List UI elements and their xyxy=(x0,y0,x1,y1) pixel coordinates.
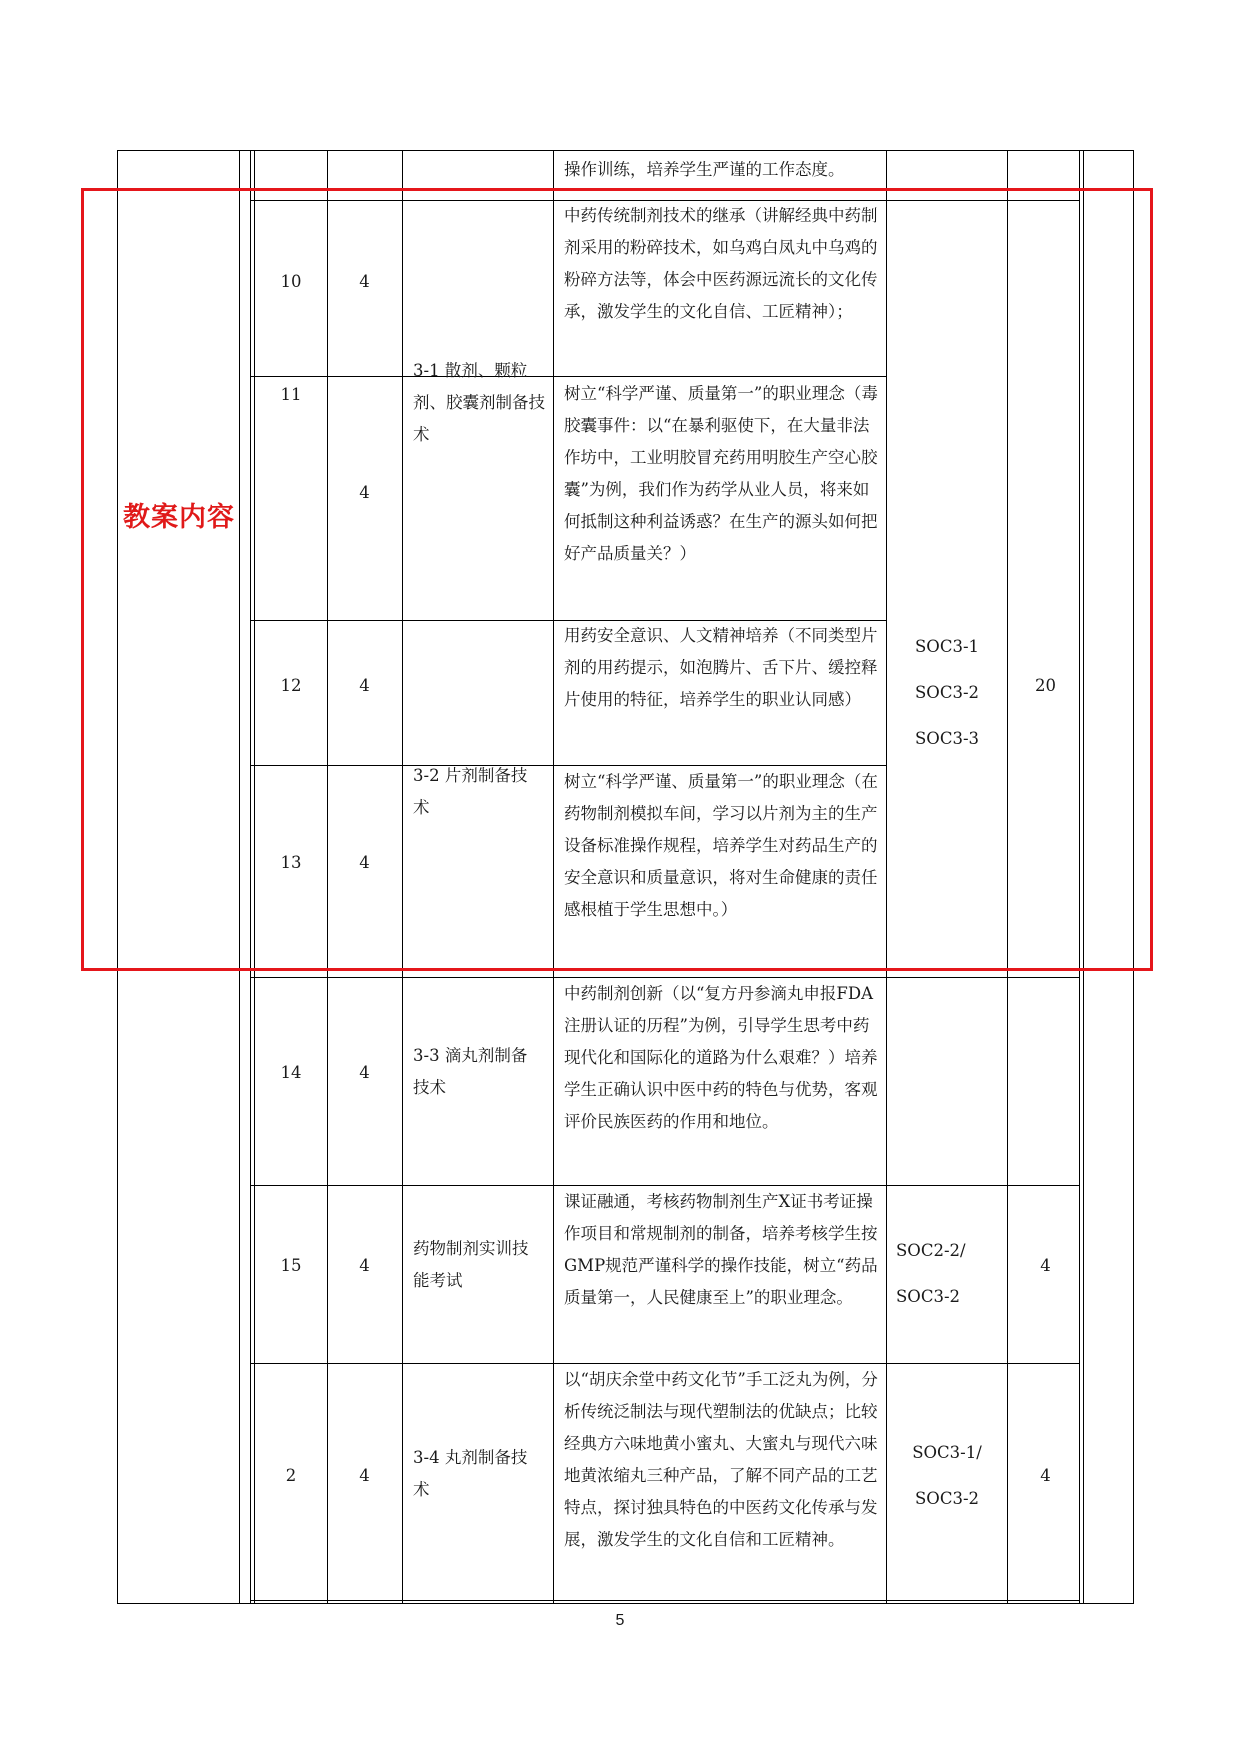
topic-3-3: 3-3 滴丸剂制备技术 xyxy=(413,1046,528,1097)
topic-3-1: 3-1 散剂、颗粒剂、胶囊剂制备技术 xyxy=(413,361,545,444)
session-content: 课证融通，考核药物制剂生产X证书考证操作项目和常规制剂的制备，培养考核学生按GMP规范严谨科学的操作技能，树立“药品质量第一，人民健康至上”的职业理念。 xyxy=(564,1192,878,1307)
page-number: 5 xyxy=(615,1612,625,1629)
outcome-code: SOC2-2/ xyxy=(896,1241,966,1260)
session-content: 以“胡庆余堂中药文化节”手工泛丸为例，分析传统泛制法与现代塑制法的优缺点；比较经典方六味地黄小蜜丸、大蜜丸与现代六味地黄浓缩丸三种产品，了解不同产品的工艺特点，探讨独具特色的中医药文化传承与发展，激发学生的文化自信和工匠精神。 xyxy=(564,1370,878,1549)
outcome-code: SOC3-2 xyxy=(914,1489,980,1508)
session-hours: 4 xyxy=(359,1256,370,1275)
session-hours: 4 xyxy=(359,676,370,695)
session-no: 12 xyxy=(280,676,302,695)
credit-value: 20 xyxy=(1035,676,1056,695)
credit-value: 4 xyxy=(1040,1256,1051,1275)
session-hours: 4 xyxy=(359,272,370,291)
session-content: 树立“科学严谨、质量第一”的职业理念（毒胶囊事件：以“在暴利驱使下，在大量非法作坊中，工业明胶冒充药用明胶生产空心胶囊”为例，我们作为药学从业人员，将来如何抵制这种利益诱惑？在生产的源头如何把好产品质量关？） xyxy=(564,384,878,563)
session-no: 2 xyxy=(285,1466,297,1485)
session-no: 11 xyxy=(280,385,302,404)
session-no: 14 xyxy=(280,1063,302,1082)
session-hours: 4 xyxy=(359,853,370,872)
session-content: 中药制剂创新（以“复方丹参滴丸申报FDA注册认证的历程”为例，引导学生思考中药现代化和国际化的道路为什么艰难？）培养学生正确认识中医中药的特色与优势，客观评价民族医药的作用和地位。 xyxy=(564,984,878,1131)
top-row-content: 操作训练，培养学生严谨的工作态度。 xyxy=(564,160,845,179)
outcome-code: SOC3-1 xyxy=(914,637,980,656)
session-content: 中药传统制剂技术的继承（讲解经典中药制剂采用的粉碎技术，如乌鸡白凤丸中乌鸡的粉碎方法等，体会中医药源远流长的文化传承，激发学生的文化自信、工匠精神）； xyxy=(564,206,878,321)
outcome-code: SOC3-2 xyxy=(914,683,980,702)
topic-exam: 药物制剂实训技能考试 xyxy=(413,1239,529,1290)
session-no: 10 xyxy=(280,272,302,291)
session-content: 用药安全意识、人文精神培养（不同类型片剂的用药提示，如泡腾片、舌下片、缓控释片使用的特征，培养学生的职业认同感） xyxy=(564,626,878,709)
outer-border-bottom xyxy=(117,1603,1134,1604)
session-no: 13 xyxy=(280,853,302,872)
credit-value: 4 xyxy=(1040,1466,1051,1485)
outcome-code: SOC3-1/ xyxy=(912,1443,982,1462)
session-content: 树立“科学严谨、质量第一”的职业理念（在药物制剂模拟车间，学习以片剂为主的生产设备标准操作规程，培养学生对药品生产的安全意识和质量意识，将对生命健康的责任感根植于学生思想中。） xyxy=(564,772,878,919)
outcome-code: SOC3-2 xyxy=(896,1287,961,1306)
row-line-i xyxy=(250,1600,1080,1601)
session-hours: 4 xyxy=(359,1063,370,1082)
section-label: 教案内容 xyxy=(123,502,235,533)
session-no: 15 xyxy=(280,1256,302,1275)
topic-3-2: 3-2 片剂制备技术 xyxy=(413,766,528,817)
outcome-code: SOC3-3 xyxy=(914,729,980,748)
topic-3-4: 3-4 丸剂制备技术 xyxy=(413,1448,528,1499)
outer-border-top xyxy=(117,150,1134,151)
highlight-box xyxy=(81,188,1153,971)
session-hours: 4 xyxy=(359,1466,370,1485)
session-hours: 4 xyxy=(359,483,370,502)
